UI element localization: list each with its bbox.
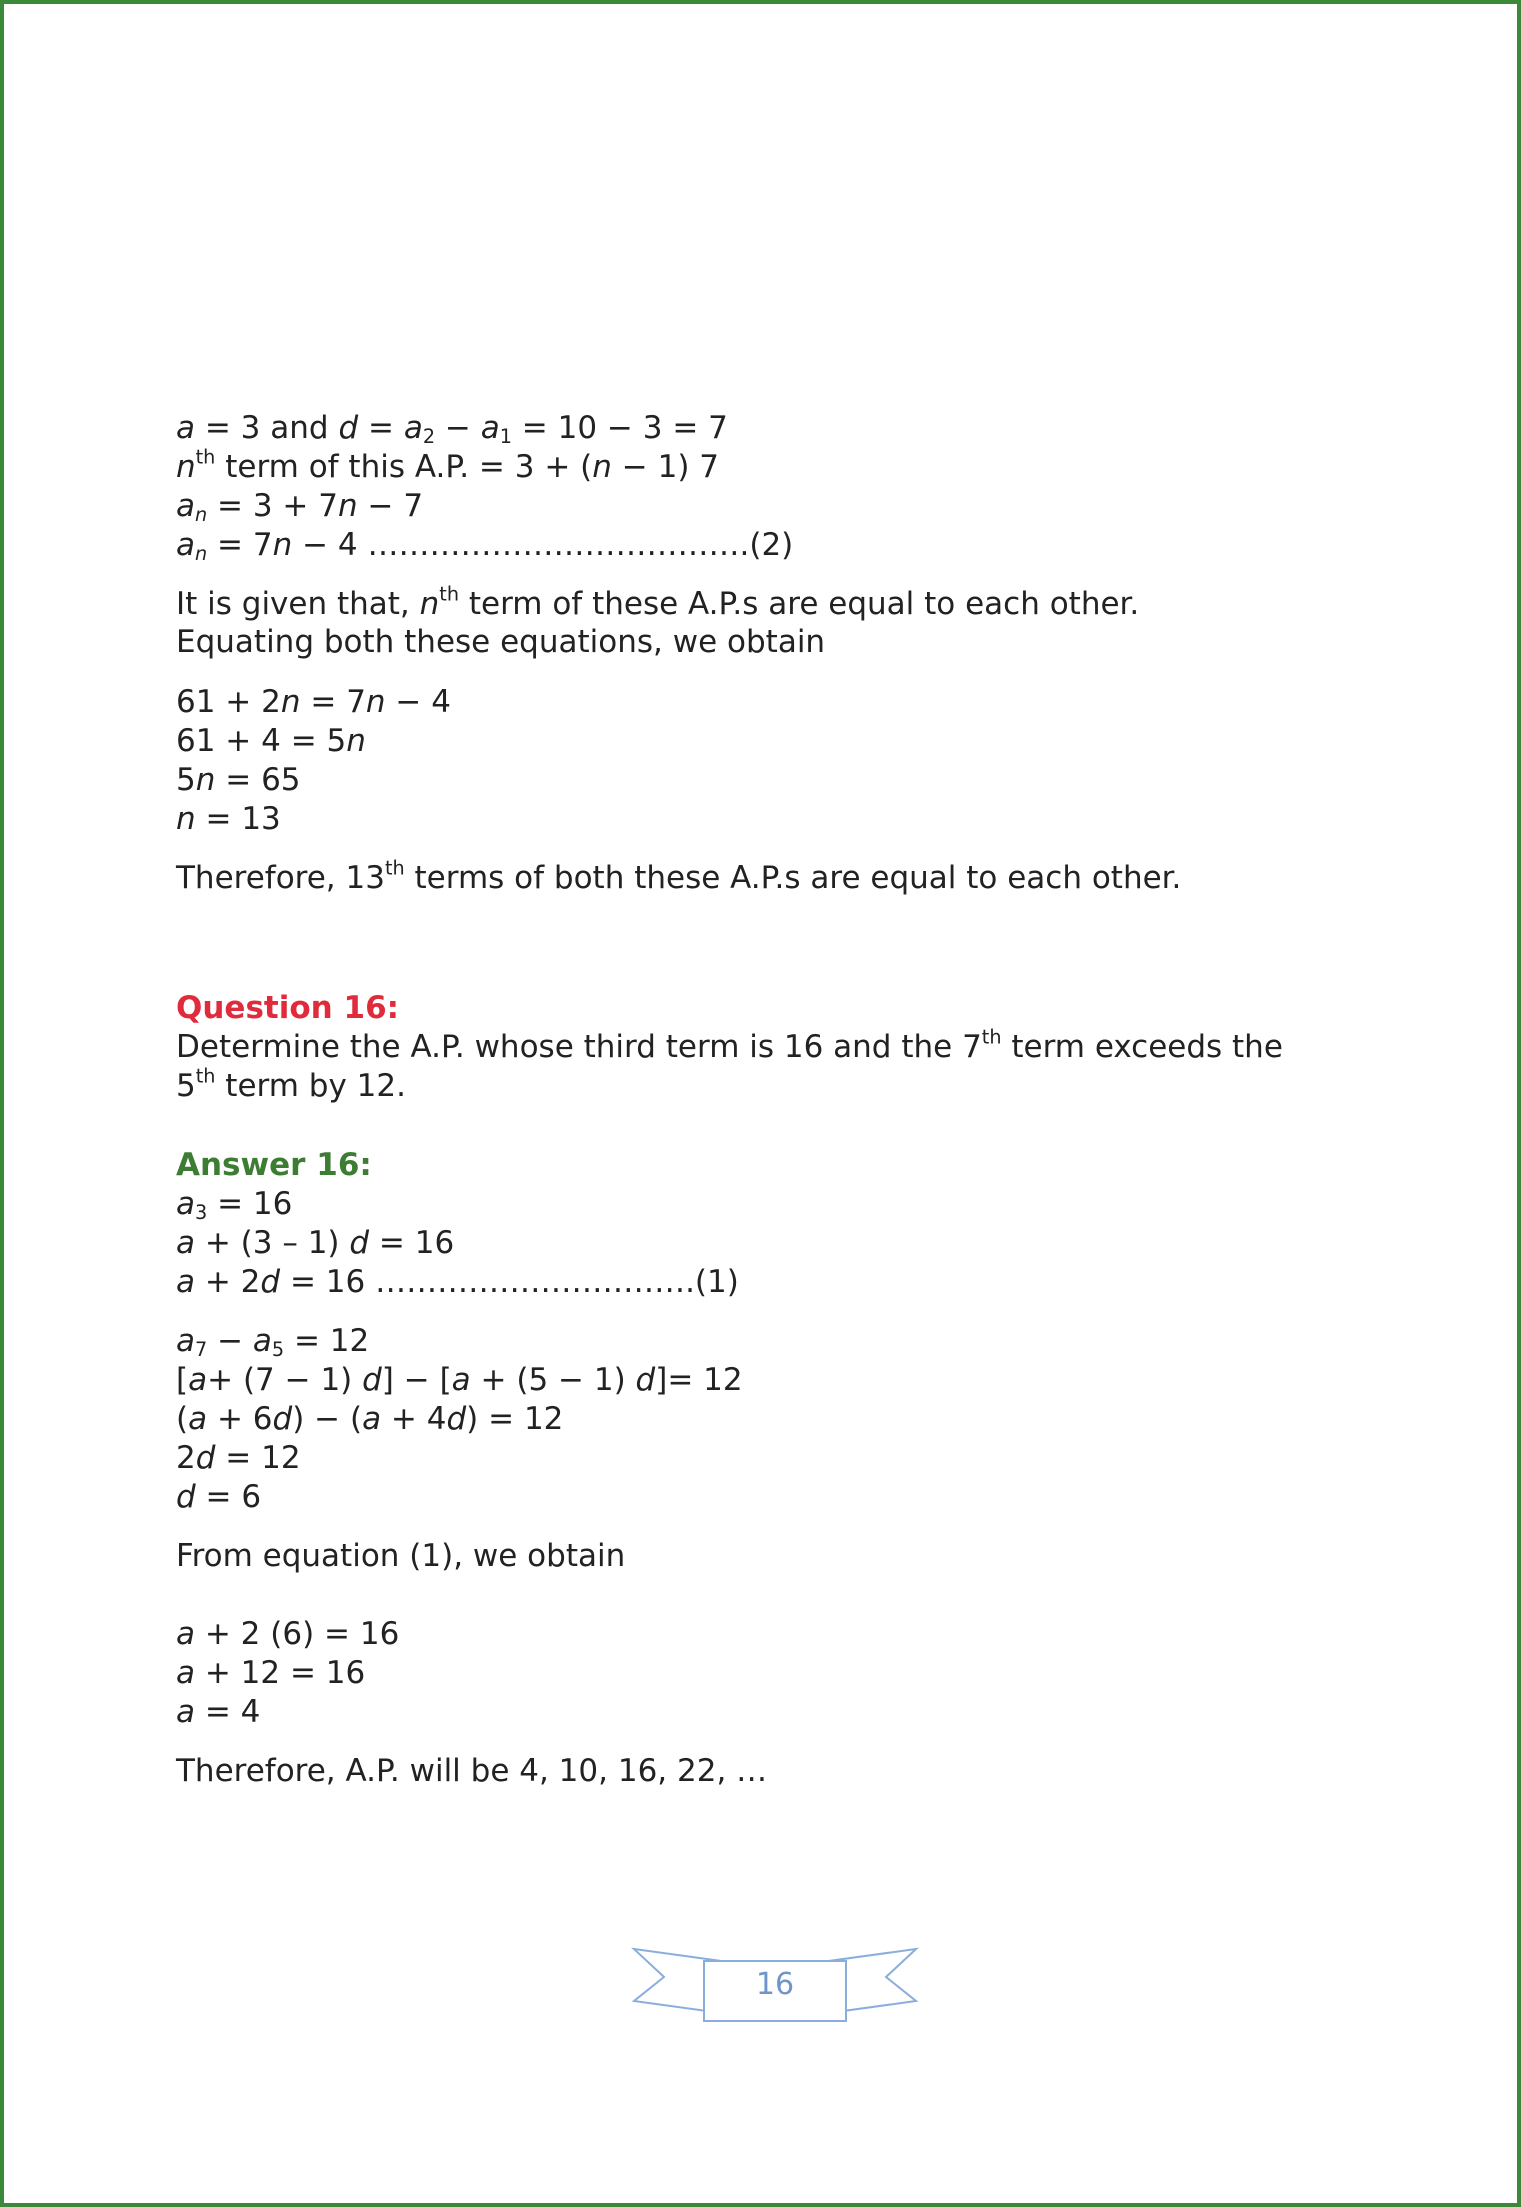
question-text-line-1: Determine the A.P. whose third term is 16 and the 7th term exceeds the <box>176 1025 1283 1065</box>
text-equating: Equating both these equations, we obtain <box>176 624 826 660</box>
eq-an-expand: $a_n = 3 + 7n - 7$ <box>176 488 424 526</box>
eq-paren: (a + 6d) − (a + 4d) = 12 <box>176 1401 564 1437</box>
eq-bracket: [a+ (7 − 1) d] − [a + (5 − 1) d]= 12 <box>176 1362 743 1398</box>
text-final-ap: Therefore, A.P. will be 4, 10, 16, 22, … <box>176 1753 768 1789</box>
eq-n-13: n = 13 <box>176 801 281 837</box>
question-heading: Question 16: <box>176 990 400 1026</box>
eq-5n: 5n = 65 <box>176 762 301 798</box>
answer-heading: Answer 16: <box>176 1147 372 1183</box>
eq-d-6: d = 6 <box>176 1479 262 1515</box>
text-therefore-13: Therefore, 13th terms of both these A.P.s are equal to each other. <box>176 856 1182 896</box>
page-number: 16 <box>755 1967 795 2002</box>
text-from-equation: From equation (1), we obtain <box>176 1538 626 1574</box>
question-text-line-2: 5th term by 12. <box>176 1064 406 1104</box>
eq-nth-term: $n^{th}$ term of this A.P. = 3 + (n − 1) 7 <box>176 445 719 485</box>
eq-a-2-6: a + 2 (6) = 16 <box>176 1616 400 1652</box>
eq-an-2: $a_n = 7n - 4$ ……………………………….(2) <box>176 527 794 565</box>
eq-61-4: 61 + 4 = 5n <box>176 723 366 759</box>
text-given: It is given that, $n^{th}$ term of these A.P.s are equal to each other. <box>176 582 1140 622</box>
eq-a3: $a_3 = 16$ <box>176 1186 293 1224</box>
eq-a-3-1-d: a + (3 – 1) d = 16 <box>176 1225 455 1261</box>
eq-a-2d-1: a + 2d = 16 ………………………….(1) <box>176 1264 739 1300</box>
eq-2d: 2d = 12 <box>176 1440 301 1476</box>
eq-a-and-d: a = 3 and $d = a_2 - a_1 = 10 - 3 = 7$ <box>176 410 728 448</box>
page-number-badge <box>630 1945 920 2035</box>
eq-61-2n: 61 + 2n = 7n − 4 <box>176 684 451 720</box>
eq-a-4: a = 4 <box>176 1694 261 1730</box>
eq-a-12: a + 12 = 16 <box>176 1655 366 1691</box>
eq-a7-a5: $a_7 - a_5 = 12$ <box>176 1323 370 1361</box>
